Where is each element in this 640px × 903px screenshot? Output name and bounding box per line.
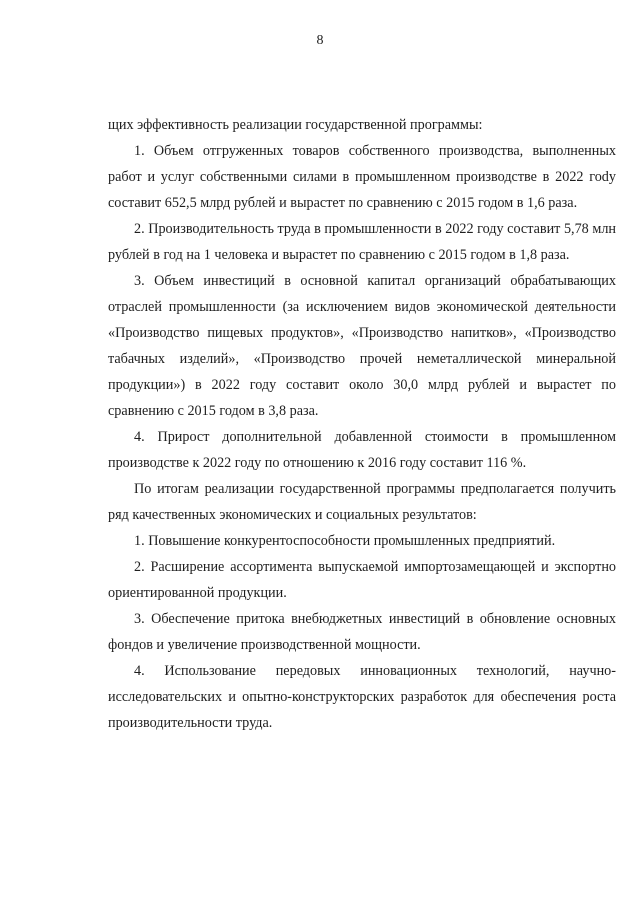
paragraph-indicator-2: 2. Производительность труда в промышленности в 2022 году составит 5,78 млн рублей в год на 1 человека и вырастет по сравнению с 2015 годом в 1,8 раза. <box>108 221 616 263</box>
document-body <box>108 112 616 736</box>
paragraph-continuation: щих эффективность реализации государственной программы: <box>108 117 483 133</box>
paragraph-result-4: 4. Использование передовых инновационных технологий, научно-исследовательских и опытно-конструкторских разработок для обеспечения роста производительности труда. <box>108 663 616 731</box>
page-number: 8 <box>316 33 324 48</box>
paragraph-indicator-4: 4. Прирост дополнительной добавленной стоимости в промышленном производстве к 2022 году по отношению к 2016 году составит 116 %. <box>108 429 616 471</box>
paragraph-result-3: 3. Обеспечение притока внебюджетных инвестиций в обновление основных фондов и увеличение производственной мощности. <box>108 611 616 653</box>
paragraph-indicator-3: 3. Объем инвестиций в основной капитал организаций обрабатывающих отраслей промышленности (за исключением видов экономической деятельности «Производство пищевых продуктов», «Производство напитков», «Производство табачных изделий», «Производство прочей неметаллической минеральной продукции») в 2022 году составит около 30,0 млрд рублей и вырастет по сравнению с 2015 годом в 3,8 раза. <box>108 273 616 419</box>
paragraph-results-intro: По итогам реализации государственной программы предполагается получить ряд качественных экономических и социальных результатов: <box>108 481 616 523</box>
paragraph-result-1: 1. Повышение конкурентоспособности промышленных предприятий. <box>134 533 556 549</box>
paragraph-indicator-1: 1. Объем отгруженных товаров собственного производства, выполненных работ и услуг собственными силами в промышленном производстве в 2022 гоdу составит 652,5 млрд рублей и вырастет по сравнению с 2015 годом в 1,6 раза. <box>108 143 616 211</box>
paragraph-result-2: 2. Расширение ассортимента выпускаемой импортозамещающей и экспортно ориентированной продукции. <box>108 559 616 601</box>
